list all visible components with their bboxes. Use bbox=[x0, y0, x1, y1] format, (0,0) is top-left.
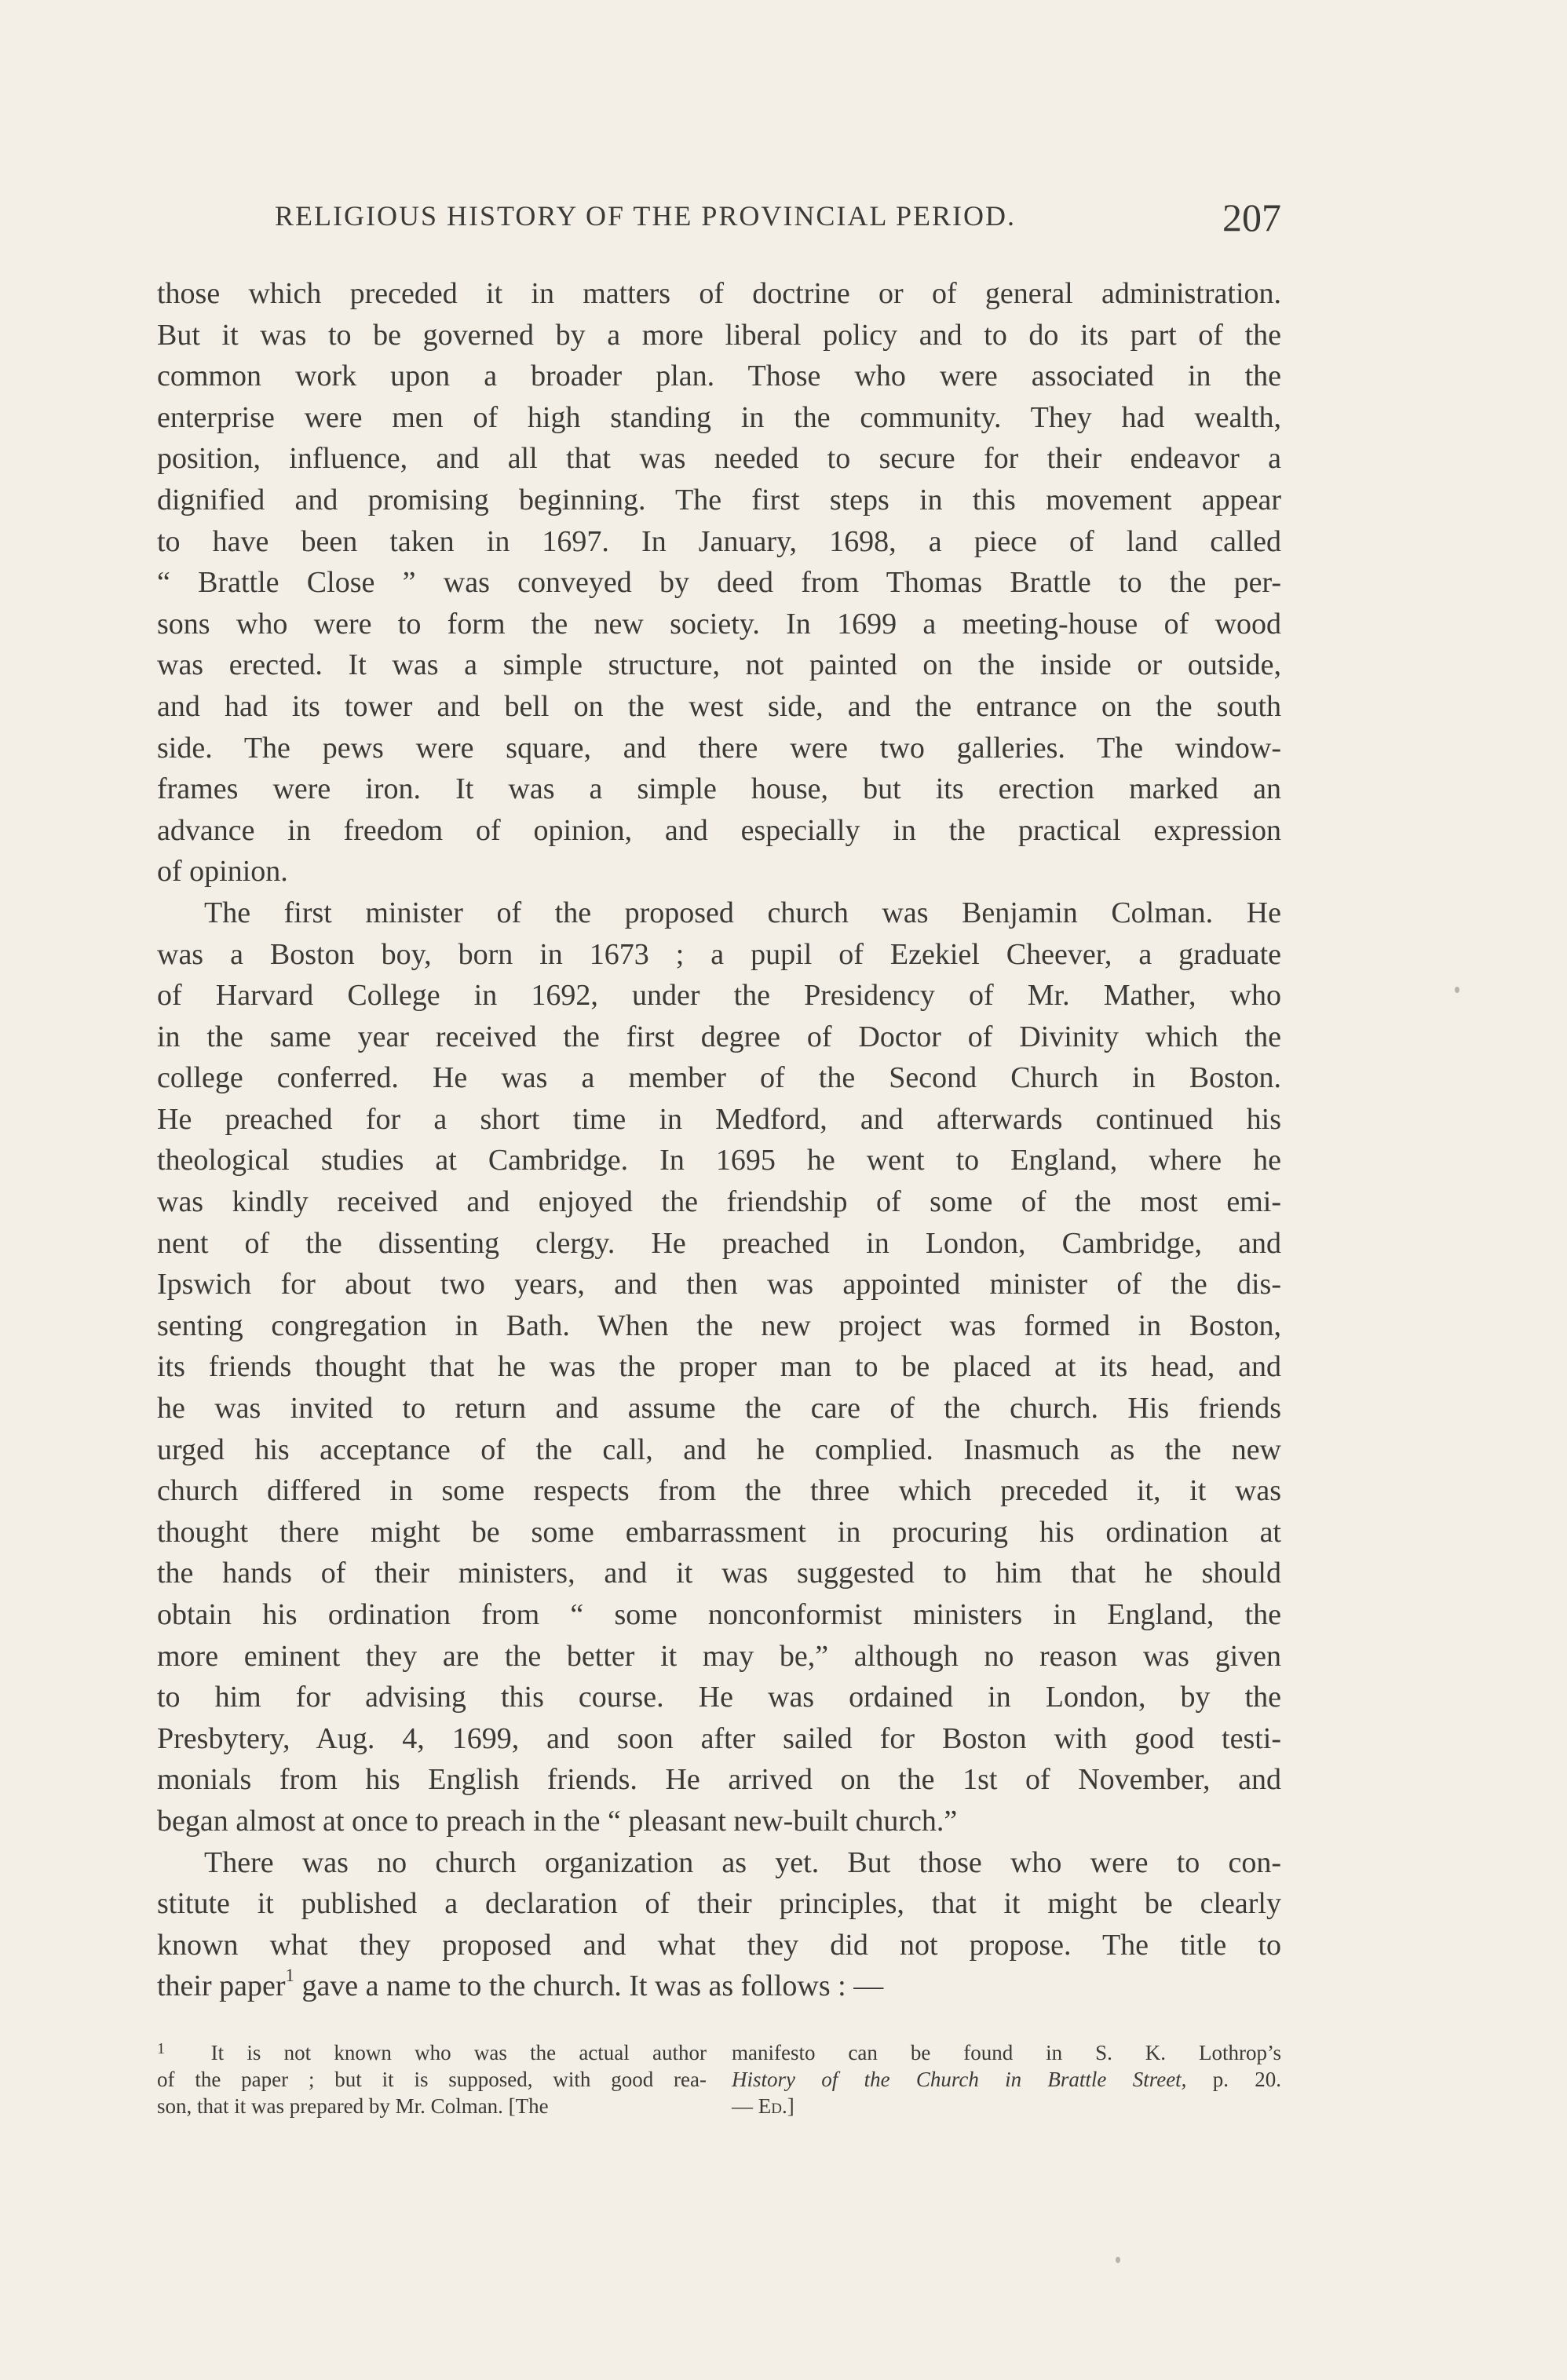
text-fragment: their paper bbox=[157, 1969, 286, 2003]
text-line: and had its tower and bell on the west side, and the entrance on the south bbox=[157, 689, 1281, 723]
text-line: college conferred. He was a member of the Second Church in Boston. bbox=[157, 1061, 1281, 1095]
text-fragment: p. 20. bbox=[1186, 2068, 1282, 2091]
text-line: Presbytery, Aug. 4, 1699, and soon after sailed for Boston with good testi- bbox=[157, 1721, 1281, 1755]
footnotes bbox=[157, 2039, 1281, 2119]
text-line: enterprise were men of high standing in the community. They had wealth, bbox=[157, 400, 1281, 434]
editor-mark: Ed. bbox=[758, 2094, 787, 2118]
paragraph-1 bbox=[157, 273, 1281, 892]
text-fragment: — bbox=[732, 2094, 758, 2118]
text-line bbox=[157, 1966, 1281, 2007]
text-line: frames were iron. It was a simple house, but its erection marked an bbox=[157, 772, 1281, 806]
text-line: he was invited to return and assume the care of the church. His friends bbox=[157, 1392, 1281, 1425]
footnote-reference[interactable]: 1 bbox=[285, 1966, 294, 1986]
text-line: common work upon a broader plan. Those who were associated in the bbox=[157, 360, 1281, 393]
footnote-column-left bbox=[157, 2039, 707, 2119]
text-fragment: gave a name to the church. It was as follows : — bbox=[294, 1969, 884, 2003]
text-line: There was no church organization as yet. But those who were to con- bbox=[204, 1845, 1281, 1879]
text-line: stitute it published a declaration of their principles, that it might be clearly bbox=[157, 1887, 1281, 1921]
text-line: known what they proposed and what they did not propose. The title to bbox=[157, 1928, 1281, 1962]
text-line: He preached for a short time in Medford, and afterwards continued his bbox=[157, 1102, 1281, 1136]
text-line: was kindly received and enjoyed the friendship of some of the most emi- bbox=[157, 1185, 1281, 1219]
text-line: in the same year received the first degree of Doctor of Divinity which the bbox=[157, 1020, 1281, 1053]
text-line: more eminent they are the better it may be,” although no reason was given bbox=[157, 1639, 1281, 1673]
text-line: to have been taken in 1697. In January, 1698, a piece of land called bbox=[157, 524, 1281, 558]
text-line: senting congregation in Bath. When the new project was formed in Boston, bbox=[157, 1309, 1281, 1342]
text-line: obtain his ordination from “ some nonconformist ministers in England, the bbox=[157, 1598, 1281, 1631]
text-line: Ipswich for about two years, and then was appointed minister of the dis- bbox=[157, 1268, 1281, 1301]
text-fragment: It is not known who was the actual author bbox=[210, 2041, 707, 2064]
footnote-line bbox=[157, 2039, 707, 2066]
text-line: of Harvard College in 1692, under the Presidency of Mr. Mather, who bbox=[157, 979, 1281, 1013]
text-line: monials from his English friends. He arrived on the 1st of November, and bbox=[157, 1763, 1281, 1797]
text-line: its friends thought that he was the proper man to be placed at its head, and bbox=[157, 1350, 1281, 1384]
text-line: advance in freedom of opinion, and especially in the practical expression bbox=[157, 813, 1281, 847]
text-line: sons who were to form the new society. In 1699 a meeting-house of wood bbox=[157, 607, 1281, 641]
text-line: the hands of their ministers, and it was suggested to him that he should bbox=[157, 1557, 1281, 1590]
text-line: was erected. It was a simple structure, not painted on the inside or outside, bbox=[157, 648, 1281, 682]
text-line: began almost at once to preach in the “ pleasant new-built church.” bbox=[157, 1804, 958, 1838]
text-fragment: ] bbox=[787, 2094, 794, 2118]
text-line: dignified and promising beginning. The first steps in this movement appear bbox=[157, 483, 1281, 517]
text-line: The first minister of the proposed church was Benjamin Colman. He bbox=[204, 896, 1281, 929]
book-title: History of the Church in Brattle Street, bbox=[732, 2068, 1187, 2091]
footnote-line: of the paper ; but it is supposed, with good rea- bbox=[157, 2068, 707, 2091]
paragraph-3 bbox=[157, 1842, 1281, 2007]
text-line: was a Boston boy, born in 1673 ; a pupil of Ezekiel Cheever, a graduate bbox=[157, 937, 1281, 971]
page-header bbox=[157, 195, 1281, 250]
body-text bbox=[157, 273, 1281, 2007]
footnote-marker: 1 bbox=[157, 2040, 166, 2057]
text-line: of opinion. bbox=[157, 855, 288, 889]
footnote-line: son, that it was prepared by Mr. Colman. [The bbox=[157, 2094, 549, 2118]
text-line: position, influence, and all that was needed to secure for their endeavor a bbox=[157, 442, 1281, 476]
text-line: thought there might be some embarrassment in procuring his ordination at bbox=[157, 1515, 1281, 1549]
paragraph-2 bbox=[157, 892, 1281, 1842]
text-line: But it was to be governed by a more liberal policy and to do its part of the bbox=[157, 318, 1281, 352]
footnote-line: manifesto can be found in S. K. Lothrop’s bbox=[732, 2041, 1281, 2064]
paper-speck bbox=[1455, 987, 1459, 993]
text-line: side. The pews were square, and there were two galleries. The window- bbox=[157, 731, 1281, 765]
paper-speck bbox=[1116, 2257, 1120, 2263]
footnote-line bbox=[732, 2066, 1281, 2093]
text-line: theological studies at Cambridge. In 1695 he went to England, where he bbox=[157, 1144, 1281, 1177]
text-line: those which preceded it in matters of doctrine or of general administration. bbox=[157, 277, 1281, 310]
page-number: 207 bbox=[1222, 195, 1281, 239]
footnote-column-right bbox=[732, 2039, 1281, 2119]
text-line: to him for advising this course. He was ordained in London, by the bbox=[157, 1681, 1281, 1714]
text-line: church differed in some respects from the three which preceded it, it was bbox=[157, 1474, 1281, 1508]
text-line: “ Brattle Close ” was conveyed by deed from Thomas Brattle to the per- bbox=[157, 566, 1281, 600]
footnote-line bbox=[732, 2093, 1281, 2119]
running-title: RELIGIOUS HISTORY OF THE PROVINCIAL PERIOD. bbox=[275, 200, 1017, 232]
text-line: nent of the dissenting clergy. He preached in London, Cambridge, and bbox=[157, 1226, 1281, 1260]
text-line: urged his acceptance of the call, and he complied. Inasmuch as the new bbox=[157, 1433, 1281, 1466]
